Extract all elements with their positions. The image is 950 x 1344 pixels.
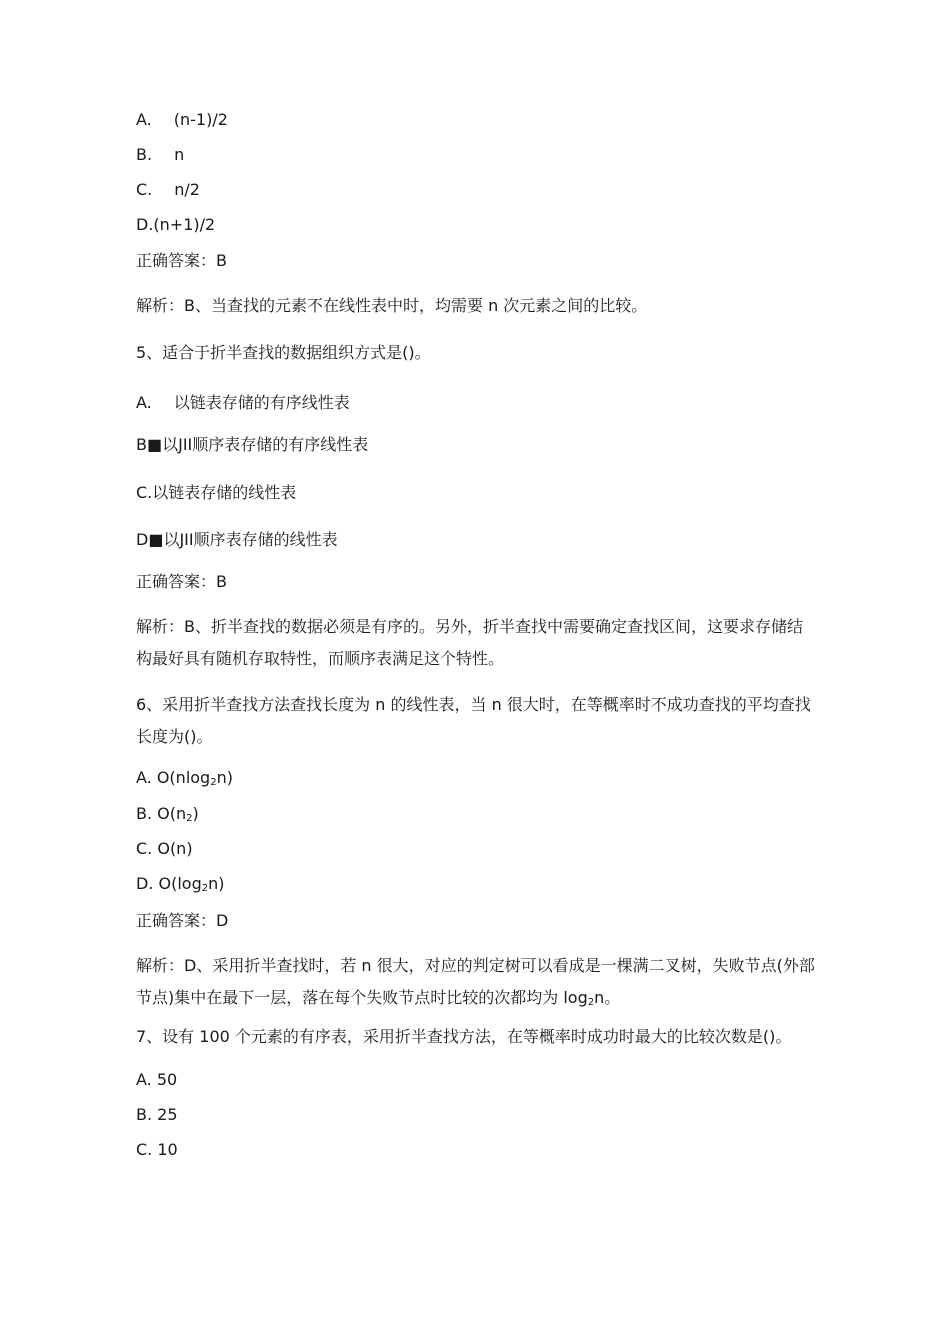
q6-analysis: 解析：D、采用折半查找时，若 n 很大，对应的判定树可以看成是一棵满二叉树，失败节点(外部节点)集中在最下一层，落在每个失败节点时比较的次都均为 $\log_2n$。 xyxy=(136,956,815,1008)
q5-analysis: 解析：B、折半查找的数据必须是有序的。另外，折半查找中需要确定查找区间，这要求存储结构最好具有随机存取特性，而顺序表满足这个特性。 xyxy=(136,617,803,668)
q4-option-b: B. n xyxy=(136,145,185,164)
q6-option-a: A. O(nlog$_2$n) xyxy=(136,768,233,788)
q7-option-b: B. 25 xyxy=(136,1105,178,1124)
q5-answer: 正确答案：B xyxy=(136,572,227,591)
q4-option-a: A. (n-1)/2 xyxy=(136,110,228,129)
q4-option-c: C. n/2 xyxy=(136,180,200,199)
q7-question: 7、设有 100 个元素的有序表，采用折半查找方法，在等概率时成功时最大的比较次数是()。 xyxy=(136,1027,792,1046)
q6-option-b: B. $O(n_2)$ xyxy=(136,804,199,824)
q6-option-c: C. O(n) xyxy=(136,839,193,858)
q5-question: 5、适合于折半查找的数据组织方式是()。 xyxy=(136,343,431,362)
q4-option-d: D.(n+1)/2 xyxy=(136,215,216,234)
q5-option-a: A. 以链表存储的有序线性表 xyxy=(136,393,350,412)
q6-question: 6、采用折半查找方法查找长度为 n 的线性表，当 n 很大时，在等概率时不成功查找的平均查找长度为()。 xyxy=(136,695,811,746)
q6-answer: 正确答案：D xyxy=(136,911,229,930)
q4-answer: 正确答案：B xyxy=(136,251,227,270)
q7-option-a: A. 50 xyxy=(136,1070,178,1089)
q5-option-c: C.以链表存储的线性表 xyxy=(136,483,297,502)
q5-option-b: B■以JII顺序表存储的有序线性表 xyxy=(136,435,369,454)
q6-option-d: D. $O(\log_2n)$ xyxy=(136,874,225,894)
q7-option-c: C. 10 xyxy=(136,1140,178,1159)
q4-analysis: 解析：B、当查找的元素不在线性表中时，均需要 n 次元素之间的比较。 xyxy=(136,296,648,315)
q5-option-d: D■以JII顺序表存储的线性表 xyxy=(136,530,338,549)
